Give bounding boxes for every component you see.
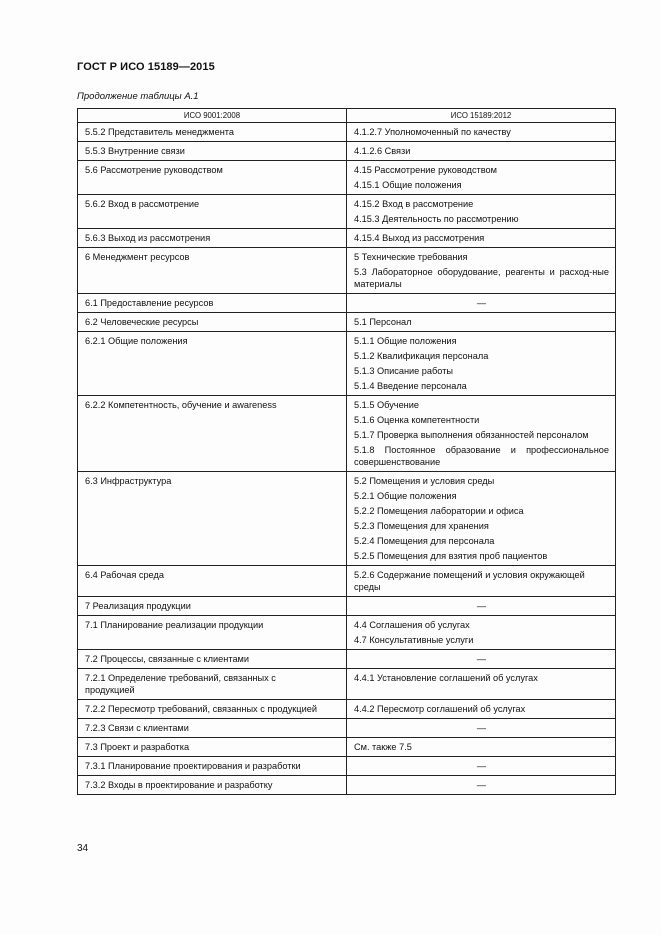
clause-reference: 4.4.1 Установление соглашений об услугах	[354, 673, 538, 683]
table-row	[78, 142, 616, 161]
clause-reference: —	[476, 780, 487, 790]
table-row	[78, 248, 616, 294]
clause-label: 7.1 Планирование реализации продукции	[85, 620, 264, 630]
clause-reference: 5.1 Персонал	[354, 317, 412, 327]
table-row	[78, 757, 616, 776]
clause-reference: 5.3 Лабораторное оборудование, реагенты и расход-ные материалы	[354, 267, 609, 289]
clause-label: 5.5.3 Внутренние связи	[85, 146, 185, 156]
clause-reference: 5.1.7 Проверка выполнения обязанностей персоналом	[354, 430, 589, 440]
clause-reference: 5.1.2 Квалификация персонала	[354, 351, 489, 361]
clause-label: 6.2.2 Компетентность, обучение и awareness	[85, 400, 277, 410]
header-iso-9001: ИСО 9001:2008	[78, 109, 347, 123]
iso-9001-cell	[78, 248, 347, 294]
table-row	[78, 396, 616, 472]
table-row	[78, 195, 616, 229]
iso-9001-cell	[78, 757, 347, 776]
iso-15189-cell	[347, 616, 616, 650]
clause-label: 5.6.3 Выход из рассмотрения	[85, 233, 211, 243]
clause-reference: 5.1.5 Обучение	[354, 400, 419, 410]
clause-reference: —	[476, 601, 487, 611]
iso-9001-cell	[78, 472, 347, 566]
iso-15189-cell	[347, 332, 616, 396]
clause-label: 7.2.1 Определение требований, связанных с продукцией	[85, 673, 276, 695]
clause-reference: 4.15 Рассмотрение руководством	[354, 165, 497, 175]
clause-label: 7 Реализация продукции	[85, 601, 191, 611]
clause-label: 7.2.3 Связи с клиентами	[85, 723, 189, 733]
iso-15189-cell	[347, 669, 616, 700]
iso-15189-cell	[347, 195, 616, 229]
clause-reference: 4.4.2 Пересмотр соглашений об услугах	[354, 704, 526, 714]
clause-label: 5.6.2 Вход в рассмотрение	[85, 199, 200, 209]
clause-label: 7.3.1 Планирование проектирования и разработки	[85, 761, 301, 771]
clause-label: 6.3 Инфраструктура	[85, 476, 172, 486]
iso-15189-cell	[347, 396, 616, 472]
clause-reference: 5.1.8 Постоянное образование и профессиональное совершенствование	[354, 445, 609, 467]
clause-reference: 5.2.2 Помещения лаборатории и офиса	[354, 506, 524, 516]
table-row	[78, 294, 616, 313]
iso-9001-cell	[78, 229, 347, 248]
iso-15189-cell	[347, 776, 616, 795]
table-row	[78, 719, 616, 738]
table-row	[78, 700, 616, 719]
table-row	[78, 161, 616, 195]
table-row	[78, 566, 616, 597]
table-row	[78, 650, 616, 669]
iso-9001-cell	[78, 650, 347, 669]
clause-reference: —	[476, 298, 487, 308]
clause-reference: 4.1.2.7 Уполномоченный по качеству	[354, 127, 511, 137]
iso-15189-cell	[347, 248, 616, 294]
clause-label: 7.2.2 Пересмотр требований, связанных с продукцией	[85, 704, 317, 714]
iso-15189-cell	[347, 566, 616, 597]
iso-15189-cell	[347, 650, 616, 669]
iso-9001-cell	[78, 161, 347, 195]
table-row	[78, 123, 616, 142]
iso-9001-cell	[78, 195, 347, 229]
iso-9001-cell	[78, 776, 347, 795]
clause-reference: —	[476, 654, 487, 664]
clause-label: 6.2.1 Общие положения	[85, 336, 188, 346]
iso-9001-cell	[78, 294, 347, 313]
clause-reference: —	[476, 761, 487, 771]
clause-label: 6.4 Рабочая среда	[85, 570, 164, 580]
iso-9001-cell	[78, 597, 347, 616]
table-caption: Продолжение таблицы А.1	[77, 91, 199, 102]
clause-reference: 5.2.6 Содержание помещений и условия окружающей среды	[354, 570, 585, 592]
table-row	[78, 616, 616, 650]
table-header-row	[78, 109, 616, 123]
iso-15189-cell	[347, 229, 616, 248]
clause-label: 7.3 Проект и разработка	[85, 742, 190, 752]
iso-9001-cell	[78, 669, 347, 700]
clause-reference: 4.4 Соглашения об услугах	[354, 620, 470, 630]
iso-9001-cell	[78, 142, 347, 161]
clause-reference: 4.7 Консультативные услуги	[354, 635, 474, 645]
iso-9001-cell	[78, 700, 347, 719]
clause-label: 7.2 Процессы, связанные с клиентами	[85, 654, 250, 664]
iso-15189-cell	[347, 700, 616, 719]
clause-reference: 5.2.5 Помещения для взятия проб пациентов	[354, 551, 548, 561]
iso-9001-cell	[78, 123, 347, 142]
clause-reference: См. также 7.5	[354, 742, 412, 752]
iso-15189-cell	[347, 719, 616, 738]
correspondence-table	[77, 108, 616, 795]
clause-reference: 5.2.1 Общие положения	[354, 491, 457, 501]
clause-reference: 4.15.4 Выход из рассмотрения	[354, 233, 485, 243]
iso-9001-cell	[78, 738, 347, 757]
clause-label: 6 Менеджмент ресурсов	[85, 252, 190, 262]
clause-label: 7.3.2 Входы в проектирование и разработку	[85, 780, 273, 790]
clause-reference: 5.2 Помещения и условия среды	[354, 476, 495, 486]
iso-15189-cell	[347, 738, 616, 757]
clause-reference: 4.15.3 Деятельность по рассмотрению	[354, 214, 519, 224]
iso-15189-cell	[347, 472, 616, 566]
clause-reference: 4.1.2.6 Связи	[354, 146, 411, 156]
table-row	[78, 738, 616, 757]
iso-9001-cell	[78, 719, 347, 738]
clause-reference: 4.15.1 Общие положения	[354, 180, 462, 190]
table-row	[78, 776, 616, 795]
document-title: ГОСТ Р ИСО 15189—2015	[77, 61, 215, 73]
iso-15189-cell	[347, 161, 616, 195]
clause-reference: 4.15.2 Вход в рассмотрение	[354, 199, 474, 209]
table-row	[78, 332, 616, 396]
iso-15189-cell	[347, 294, 616, 313]
page-number: 34	[77, 843, 89, 854]
clause-label: 5.6 Рассмотрение руководством	[85, 165, 223, 175]
table-row	[78, 597, 616, 616]
iso-15189-cell	[347, 757, 616, 776]
table-body	[78, 123, 616, 795]
iso-15189-cell	[347, 142, 616, 161]
table-row	[78, 669, 616, 700]
iso-9001-cell	[78, 313, 347, 332]
header-iso-15189: ИСО 15189:2012	[347, 109, 616, 123]
clause-label: 6.2 Человеческие ресурсы	[85, 317, 199, 327]
iso-9001-cell	[78, 332, 347, 396]
iso-15189-cell	[347, 123, 616, 142]
clause-label: 6.1 Предоставление ресурсов	[85, 298, 214, 308]
clause-reference: 5.1.6 Оценка компетентности	[354, 415, 480, 425]
table-row	[78, 472, 616, 566]
clause-reference: 5.2.4 Помещения для персонала	[354, 536, 495, 546]
table-row	[78, 313, 616, 332]
clause-reference: 5.1.1 Общие положения	[354, 336, 457, 346]
iso-9001-cell	[78, 566, 347, 597]
iso-9001-cell	[78, 396, 347, 472]
clause-label: 5.5.2 Представитель менеджмента	[85, 127, 235, 137]
iso-9001-cell	[78, 616, 347, 650]
iso-15189-cell	[347, 597, 616, 616]
iso-15189-cell	[347, 313, 616, 332]
clause-reference: —	[476, 723, 487, 733]
clause-reference: 5.1.4 Введение персонала	[354, 381, 467, 391]
table-row	[78, 229, 616, 248]
clause-reference: 5.1.3 Описание работы	[354, 366, 454, 376]
clause-reference: 5.2.3 Помещения для хранения	[354, 521, 489, 531]
clause-reference: 5 Технические требования	[354, 252, 468, 262]
